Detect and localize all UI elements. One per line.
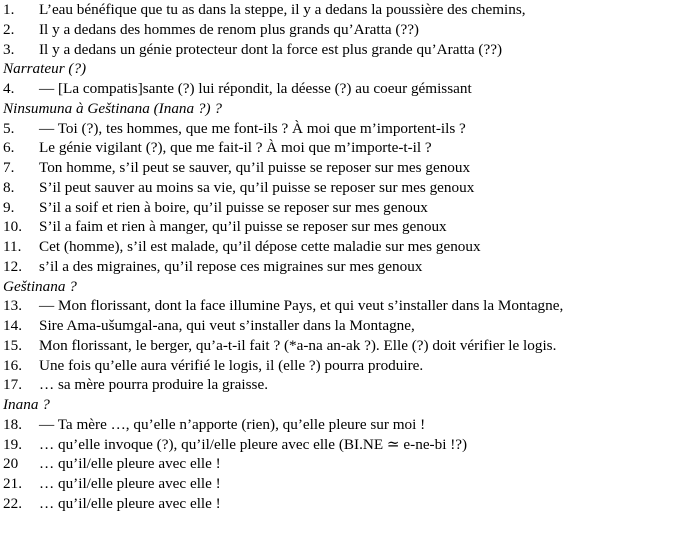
verse-line [3,119,676,139]
verse-line [3,415,676,435]
line-number: 7. [3,159,15,176]
line-number: 18. [3,415,22,433]
verse-line [3,316,676,336]
line-number: 4. [3,80,15,97]
line-text: Il y a dedans des hommes de renom plus grands qu’Aratta (??) [39,20,419,38]
verse-line [3,0,676,20]
line-text: … qu’elle invoque (?), qu’il/elle pleure avec elle (BI.NE ≃ e-ne-bi !?) [39,435,468,453]
line-text: Cet (homme), s’il est malade, qu’il dépose cette maladie sur mes genoux [39,238,481,255]
line-number: 9. [3,198,15,216]
verse-line [3,257,676,277]
line-text: Le génie vigilant (?), que me fait-il ? À moi que m’importe-t-il ? [39,139,432,157]
line-number: 1. [3,1,15,18]
line-text: S’il a soif et rien à boire, qu’il puisse se reposer sur mes genoux [39,198,428,216]
line-number: 22. [3,494,22,512]
verse-line [3,474,676,494]
line-text: — Ta mère …, qu’elle n’apporte (rien), qu’elle pleure sur moi ! [39,415,426,433]
line-text: … qu’il/elle pleure avec elle ! [39,494,221,512]
line-text: Mon florissant, le berger, qu’a-t-il fait ? (*a-na an-ak ?). Elle (?) doit vérifier le logis. [39,336,557,354]
verse-line [3,237,676,257]
line-text: Ton homme, s’il peut se sauver, qu’il puisse se reposer sur mes genoux [39,159,471,176]
verse-line [3,79,676,99]
verse-line [3,20,676,40]
line-number: 10. [3,218,22,236]
line-number: 15. [3,336,22,354]
line-text: — Toi (?), tes hommes, que me font-ils ? À moi que m’importent-ils ? [39,119,466,137]
line-number: 8. [3,178,15,196]
line-number: 21. [3,475,22,492]
verse-line [3,158,676,178]
line-text: — Mon florissant, dont la face illumine Pays, et qui veut s’installer dans la Montagne, [39,297,564,315]
speaker-heading: Ninsumuna à Geštinana (Inana ?) ? [3,99,222,117]
line-number: 13. [3,297,22,315]
line-number: 12. [3,257,22,275]
line-number: 11. [3,238,22,255]
line-number: 17. [3,376,22,394]
verse-line [3,336,676,356]
speaker-heading: Geštinana ? [3,277,77,295]
line-text: … sa mère pourra produire la graisse. [39,376,268,394]
line-text: S’il a faim et rien à manger, qu’il puisse se reposer sur mes genoux [39,218,447,236]
verse-line [3,435,676,455]
speaker-heading: Narrateur (?) [3,60,87,78]
line-text: Une fois qu’elle aura vérifié le logis, il (elle ?) pourra produire. [39,356,424,374]
verse-line [3,296,676,316]
line-text: L’eau bénéfique que tu as dans la steppe, il y a dedans la poussière des chemins, [39,1,526,18]
line-number: 5. [3,119,15,137]
line-number: 14. [3,317,22,334]
line-text: S’il peut sauver au moins sa vie, qu’il puisse se reposer sur mes genoux [39,178,475,196]
line-text: … qu’il/elle pleure avec elle ! [39,475,221,492]
verse-line [3,138,676,158]
line-text: Il y a dedans un génie protecteur dont la force est plus grande qu’Aratta (??) [39,40,503,58]
verse-line [3,454,676,474]
line-text: s’il a des migraines, qu’il repose ces migraines sur mes genoux [39,257,423,275]
line-number: 19. [3,435,22,453]
line-number: 20 [3,455,19,473]
speaker-heading: Inana ? [3,396,50,413]
verse-line [3,178,676,198]
verse-line [3,198,676,218]
line-text: — [La compatis]sante (?) lui répondit, la déesse (?) au coeur gémissant [39,80,472,97]
verse-line [3,494,676,514]
verse-line [3,356,676,376]
line-number: 3. [3,40,15,58]
verse-line [3,375,676,395]
line-number: 2. [3,20,15,38]
line-text: Sire Ama-ušumgal-ana, qui veut s’installer dans la Montagne, [39,317,415,334]
verse-line [3,40,676,60]
line-number: 16. [3,356,22,374]
verse-line [3,217,676,237]
line-text: … qu’il/elle pleure avec elle ! [39,455,221,473]
line-number: 6. [3,139,15,157]
